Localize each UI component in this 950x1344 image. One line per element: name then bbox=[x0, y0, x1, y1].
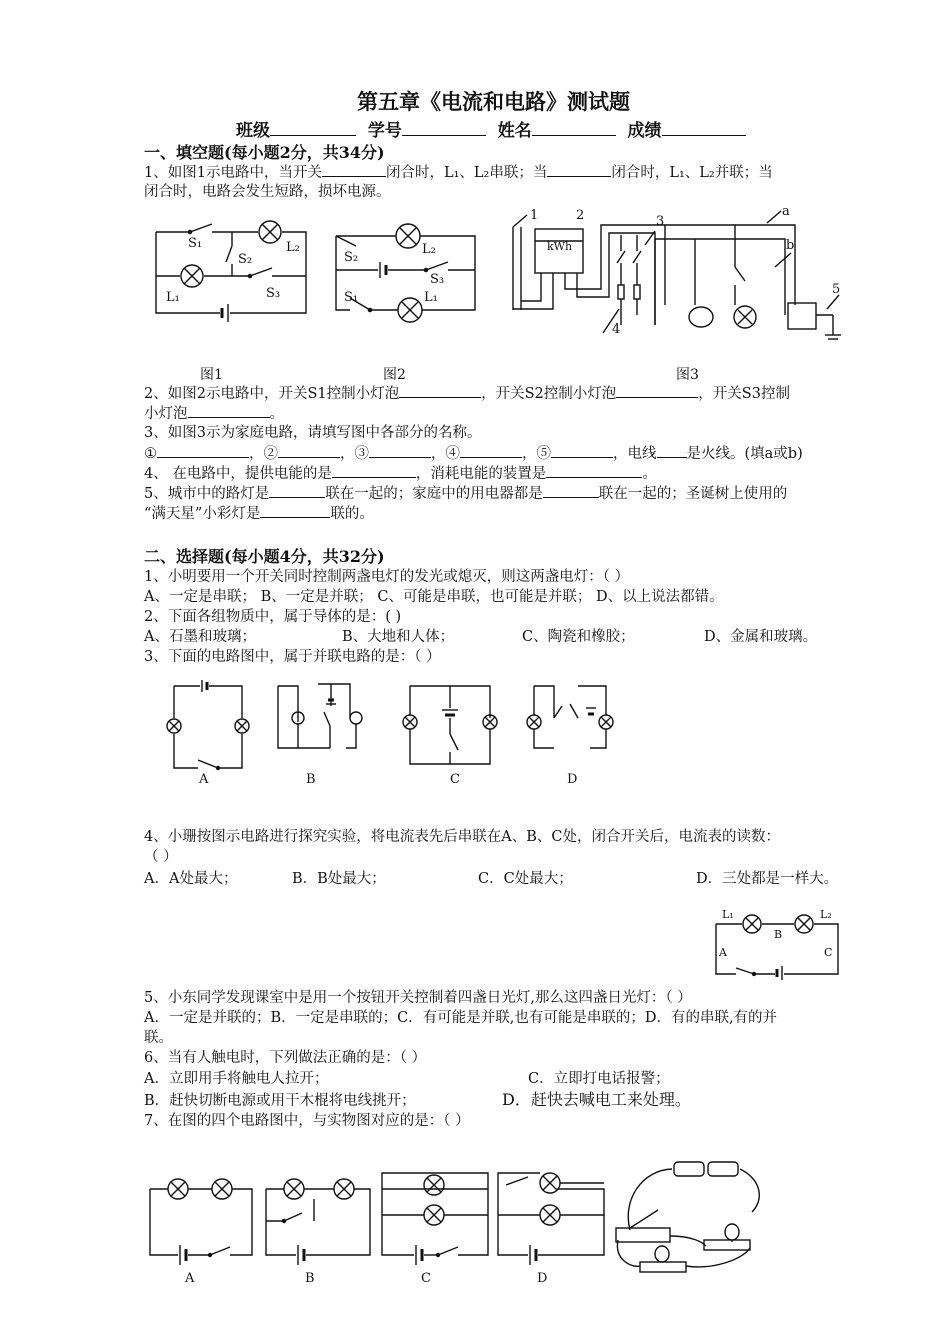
q3-circuit-diagrams bbox=[150, 678, 640, 778]
s1-q1-text: 1、如图1示电路中，当开关 bbox=[144, 165, 322, 181]
q4-circuit bbox=[714, 912, 844, 978]
q7-label-c: C bbox=[421, 1271, 431, 1286]
s1-q3-text: ，④ bbox=[431, 446, 460, 462]
s1-q3-text: ，③ bbox=[340, 446, 369, 462]
fig1-label: L₁ bbox=[166, 290, 180, 305]
q7-circuit-diagrams bbox=[148, 1155, 608, 1265]
field-name-label: 姓名 bbox=[497, 121, 532, 141]
fig2-label: S₃ bbox=[430, 272, 445, 287]
s1-q3-line2 bbox=[144, 443, 803, 464]
s2-q7: 7、在图的四个电路图中，与实物图对应的是：（ ） bbox=[144, 1113, 470, 1129]
fig1-label: L₂ bbox=[286, 240, 300, 255]
s2-q4-option-a: A．A处最大； bbox=[144, 871, 238, 887]
s1-q5-text: 联的。 bbox=[330, 506, 374, 522]
s2-q6: 6、当有人触电时，下列做法正确的是：（ ） bbox=[144, 1050, 427, 1066]
answer-blank[interactable] bbox=[188, 403, 270, 418]
s1-q5-line1 bbox=[144, 483, 787, 504]
s1-q2-text: 小灯泡 bbox=[144, 406, 188, 422]
answer-blank[interactable] bbox=[369, 443, 431, 458]
s1-q5-text: 5、城市中的路灯是 bbox=[144, 486, 270, 502]
s1-q3-text: ① bbox=[144, 446, 157, 462]
s2-q4-line1: 4、小珊按图示电路进行探究实验，将电流表先后串联在A、B、C处，闭合开关后，电流表的读数： bbox=[144, 829, 780, 845]
s2-q4-option-c: C．C处最大； bbox=[478, 871, 573, 887]
fig2-label: S₂ bbox=[344, 250, 359, 265]
q3-label-a: A bbox=[199, 772, 209, 787]
answer-blank[interactable] bbox=[547, 162, 611, 177]
s2-q4-option-b: B．B处最大； bbox=[292, 871, 386, 887]
answer-blank[interactable] bbox=[657, 443, 687, 458]
section1-heading: 一、填空题(每小题2分，共34分) bbox=[144, 143, 385, 162]
answer-blank[interactable] bbox=[543, 483, 599, 498]
figure-1-circuit bbox=[150, 218, 310, 328]
s2-q2-option-b: B、大地和人体； bbox=[342, 629, 455, 645]
s2-q1-options: A、一定是串联； B、一定是并联； C、可能是串联，也可能是并联； D、以上说法都错。 bbox=[144, 589, 724, 605]
s2-q6-option-b: B．赶快切断电源或用干木棍将电线挑开； bbox=[144, 1093, 416, 1109]
s1-q4 bbox=[144, 463, 657, 484]
s2-q6-option-c: C．立即打电话报警； bbox=[528, 1071, 670, 1087]
section2-heading: 二、选择题(每小题4分，共32分) bbox=[144, 547, 385, 566]
q4-fig-label: A bbox=[719, 946, 727, 959]
q4-fig-label: C bbox=[824, 946, 833, 959]
fig3-label: 1 bbox=[530, 208, 539, 223]
s2-q6-option-d: D．赶快去喊电工来处理。 bbox=[502, 1090, 691, 1109]
fig2-caption: 图2 bbox=[383, 367, 406, 383]
answer-blank[interactable] bbox=[460, 443, 522, 458]
q7-physical-circuit bbox=[612, 1160, 772, 1280]
s1-q1-text: 闭合时，电路会发生短路，损坏电源。 bbox=[144, 184, 391, 200]
answer-blank[interactable] bbox=[157, 443, 249, 458]
figure-2-circuit bbox=[330, 222, 480, 327]
q4-fig-label: B bbox=[774, 928, 783, 941]
answer-blank[interactable] bbox=[399, 383, 481, 398]
s1-q1-line2 bbox=[144, 182, 391, 202]
s1-q3-text: ，电线 bbox=[613, 446, 657, 462]
s2-q2-option-a: A、石墨和玻璃； bbox=[144, 629, 256, 645]
field-name-blank[interactable] bbox=[532, 121, 616, 136]
s2-q5-line3: 联。 bbox=[144, 1030, 173, 1046]
s1-q1-text: 闭合时，L₁、L₂并联；当 bbox=[611, 165, 773, 181]
s1-q2-text: ，开关S2控制小灯泡 bbox=[481, 386, 617, 402]
s2-q1: 1、小明要用一个开关同时控制两盏电灯的发光或熄灭，则这两盏电灯：（ ） bbox=[144, 569, 630, 585]
s1-q4-text: 。 bbox=[642, 466, 657, 482]
field-id-label: 学号 bbox=[367, 121, 402, 141]
s2-q2: 2、下面各组物质中，属于导体的是：( ) bbox=[144, 609, 402, 625]
field-class-blank[interactable] bbox=[270, 121, 356, 136]
field-class-label: 班级 bbox=[236, 121, 270, 141]
fig3-caption: 图3 bbox=[676, 367, 699, 383]
fig3-label: 4 bbox=[612, 322, 621, 337]
s2-q4-option-d: D．三处都是一样大。 bbox=[696, 871, 839, 887]
q3-label-d: D bbox=[567, 772, 578, 787]
field-score-blank[interactable] bbox=[662, 121, 746, 136]
s1-q2-text: 。 bbox=[269, 406, 284, 422]
fig3-label: 3 bbox=[656, 214, 665, 229]
s1-q5-text: 联在一起的；家庭中的用电器都是 bbox=[325, 486, 543, 502]
fig3-label: a bbox=[782, 204, 790, 219]
s1-q2-text: 2、如图2示电路中，开关S1控制小灯泡 bbox=[144, 386, 400, 402]
q4-fig-label: L₂ bbox=[820, 908, 832, 921]
page-title: 第五章《电流和电路》测试题 bbox=[357, 89, 630, 114]
fig3-label: b bbox=[786, 238, 795, 253]
s1-q4-text: ，消耗电能的装置是 bbox=[415, 466, 547, 482]
answer-blank[interactable] bbox=[332, 463, 416, 478]
s1-q5-line2 bbox=[144, 503, 374, 524]
s2-q5-line2: A．一定是并联的；B．一定是串联的；C．有可能是并联,也有可能是串联的；D．有的串联,有的并 bbox=[144, 1010, 778, 1026]
s2-q3: 3、下面的电路图中，属于并联电路的是：（ ） bbox=[144, 649, 441, 665]
s1-q1-line1 bbox=[144, 162, 773, 183]
fig1-label: S₃ bbox=[266, 286, 281, 301]
answer-blank[interactable] bbox=[551, 443, 613, 458]
q7-label-a: A bbox=[185, 1271, 195, 1286]
answer-blank[interactable] bbox=[269, 483, 325, 498]
fig1-label: S₂ bbox=[238, 252, 253, 267]
s1-q4-text: 4、 在电路中，提供电能的是 bbox=[144, 466, 332, 482]
s1-q2-line2 bbox=[144, 403, 284, 424]
answer-blank[interactable] bbox=[278, 443, 340, 458]
s2-q4-line2: （ ） bbox=[144, 849, 178, 865]
s2-q5-line1: 5、小东同学发现课室中是用一个按钮开关控制着四盏日光灯,那么这四盏日光灯：（ ） bbox=[144, 990, 692, 1006]
s1-q1-text: 闭合时，L₁、L₂串联；当 bbox=[385, 165, 548, 181]
answer-blank[interactable] bbox=[546, 463, 642, 478]
fig3-meter-label: kWh bbox=[547, 240, 573, 253]
fig3-label: 2 bbox=[576, 208, 585, 223]
answer-blank[interactable] bbox=[616, 383, 698, 398]
q4-fig-label: L₁ bbox=[722, 908, 734, 921]
s1-q5-text: “满天星”小彩灯是 bbox=[144, 506, 261, 522]
q3-label-c: C bbox=[450, 772, 460, 787]
fig2-label: L₂ bbox=[422, 242, 436, 257]
figure-3-home-circuit bbox=[505, 205, 860, 345]
field-id-blank[interactable] bbox=[402, 121, 486, 136]
answer-blank[interactable] bbox=[322, 162, 386, 177]
s2-q2-option-c: C、陶瓷和橡胶； bbox=[522, 629, 635, 645]
s1-q3-line1: 3、如图3示为家庭电路，请填写图中各部分的名称。 bbox=[144, 425, 482, 441]
q7-label-b: B bbox=[305, 1271, 315, 1286]
fig2-label: L₁ bbox=[424, 290, 438, 305]
header-fields bbox=[236, 116, 746, 141]
s2-q2-option-d: D、金属和玻璃。 bbox=[704, 629, 818, 645]
s1-q2-line1 bbox=[144, 383, 790, 404]
answer-blank[interactable] bbox=[260, 503, 330, 518]
q3-label-b: B bbox=[306, 772, 316, 787]
s1-q5-text: 联在一起的；圣诞树上使用的 bbox=[598, 486, 788, 502]
fig3-label: 5 bbox=[832, 282, 841, 297]
field-score-label: 成绩 bbox=[627, 121, 662, 141]
fig1-caption: 图1 bbox=[200, 367, 223, 383]
s1-q3-text: ，⑤ bbox=[522, 446, 551, 462]
fig1-label: S₁ bbox=[188, 236, 203, 251]
s1-q2-text: ，开关S3控制 bbox=[698, 386, 790, 402]
s1-q3-text: ，② bbox=[249, 446, 278, 462]
s2-q6-option-a: A．立即用手将触电人拉开； bbox=[144, 1071, 329, 1087]
q7-label-d: D bbox=[537, 1271, 548, 1286]
fig2-label: S₁ bbox=[344, 290, 359, 305]
s1-q3-text: 是火线。(填a或b) bbox=[686, 446, 803, 462]
